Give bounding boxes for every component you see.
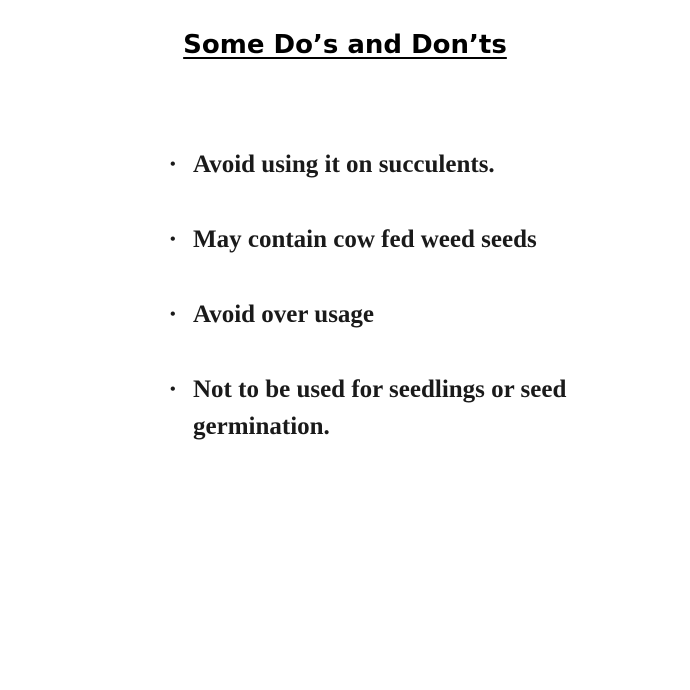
dos-and-donts-list (168, 146, 568, 483)
bullet-icon: • (170, 381, 176, 398)
list-item-text: May contain cow fed weed seeds (193, 226, 537, 253)
bullet-icon: • (170, 306, 176, 323)
bullet-icon: • (170, 231, 176, 248)
list-item (168, 296, 568, 333)
list-item-text: Avoid over usage (193, 301, 375, 328)
list-item-text: Not to be used for seedlings or seed germination. (193, 376, 567, 440)
list-item (168, 221, 568, 258)
list-item (168, 146, 568, 183)
page-title-text: Some Do’s and Don’ts (183, 30, 507, 60)
list-item (168, 371, 568, 445)
list-item-text: Avoid using it on succulents. (193, 151, 495, 178)
bullet-icon: • (170, 156, 176, 173)
page-title (0, 30, 690, 60)
